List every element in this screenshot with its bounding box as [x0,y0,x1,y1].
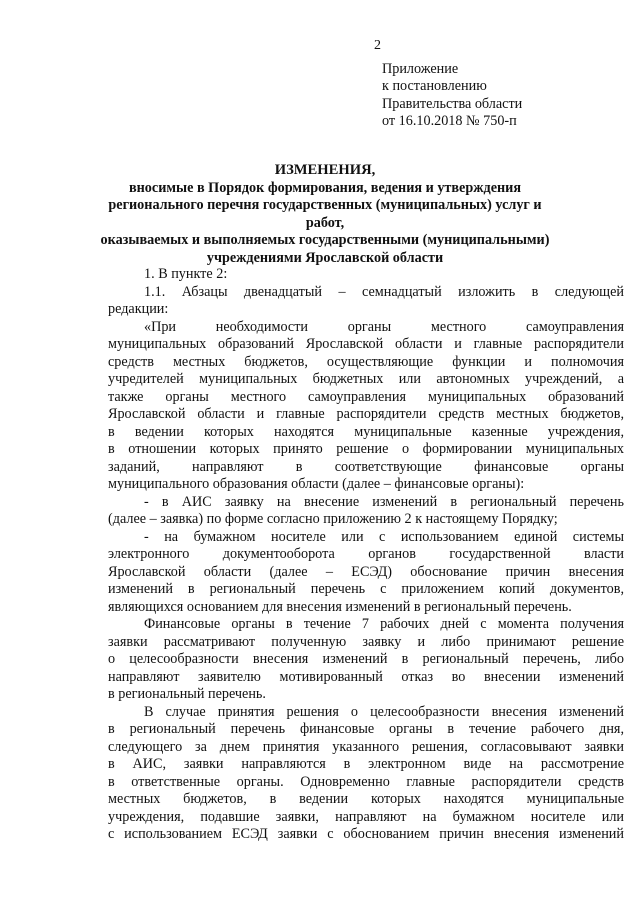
body-line: заданий, направляют в соответствующие финансовые органы [108,458,624,475]
body-line: местных бюджетов, в ведении которых находятся муниципальные [108,791,624,807]
body-line: «При необходимости органы местного самоуправления [144,318,624,335]
title-line: регионального перечня государственных (муниципальных) услуг и работ, [108,197,542,231]
body-line: следующего за днем принятия указанного решения, согласовывают заявки [108,738,624,755]
body-line: электронного документооборота органов государственной власти [108,546,624,562]
document-body [108,266,624,844]
body-line: в региональный перечень. [108,686,266,702]
body-line: в ответственные органы. Одновременно главные распорядители средств [108,773,624,790]
body-line: учреждения, подавшие заявки, направляют на бумажном носителе или [108,808,624,825]
body-line: 1. В пункте 2: [144,266,228,282]
body-line: Ярославской области и главные распорядители средств местных бюджетов, [108,406,624,422]
title-main: ИЗМЕНЕНИЯ, [274,162,376,178]
body-line: также органы местного самоуправления муниципальных образований [108,388,624,405]
body-line: редакции: [108,301,169,317]
body-line: - на бумажном носителе или с использованием единой системы [144,528,624,545]
body-line: муниципального образования области (далее – финансовые органы): [108,476,525,492]
title-line: оказываемых и выполняемых государственными (муниципальными) [100,232,550,249]
appendix-line: к постановлению [382,78,487,95]
body-line: в АИС, заявки направляются в электронном виде на рассмотрение [108,756,624,772]
body-line: - в АИС заявку на внесение изменений в региональный перечень [144,493,624,510]
appendix-header [382,61,622,131]
body-line: (далее – заявка) по форме согласно приложению 2 к настоящему Порядку; [108,511,558,527]
title-line: вносимые в Порядок формирования, ведения и утверждения [128,179,522,196]
body-line: в региональный перечень финансовые органы в течение рабочего дня, [108,721,624,737]
body-line: в ведении которых находятся муниципальные казенные учреждения, [108,423,624,440]
body-line: заявки рассматривают полученную заявку и либо принимают решение [108,633,624,650]
appendix-line: Правительства области [382,95,523,112]
page-number: 2 [374,38,381,53]
body-line: в отношении которых принято решение о формировании муниципальных [108,441,624,457]
document-title [100,162,550,268]
body-line: Финансовые органы в течение 7 рабочих дней с момента получения [144,616,624,632]
body-line: средств местных бюджетов, осуществляющие функции и полномочия [108,353,624,370]
body-line: Ярославской области (далее – ЕСЭД) обоснование причин внесения [108,563,624,580]
body-line: В случае принятия решения о целесообразности внесения изменений [144,703,624,720]
body-line: изменений в региональный перечень с приложением копий документов, [108,581,624,597]
body-line: являющихся основанием для внесения изменений в региональный перечень. [108,598,572,615]
body-line: о целесообразности внесения изменений в региональный перечень, либо [108,651,624,667]
body-line: муниципальных образований Ярославской области и главные распорядители [108,336,624,352]
body-line: 1.1. Абзацы двенадцатый – семнадцатый изложить в следующей [144,283,624,300]
appendix-line: Приложение [382,61,459,77]
appendix-line: от 16.10.2018 № 750-п [382,113,517,130]
body-line: учредителей муниципальных бюджетных или автономных учреждений, а [108,371,624,387]
body-line: с использованием ЕСЭД заявки с обоснованием причин внесения изменений [108,826,624,842]
body-line: направляют заявителю мотивированный отказ во внесении изменений [108,668,624,685]
title-line: учреждениями Ярославской области [206,249,444,266]
